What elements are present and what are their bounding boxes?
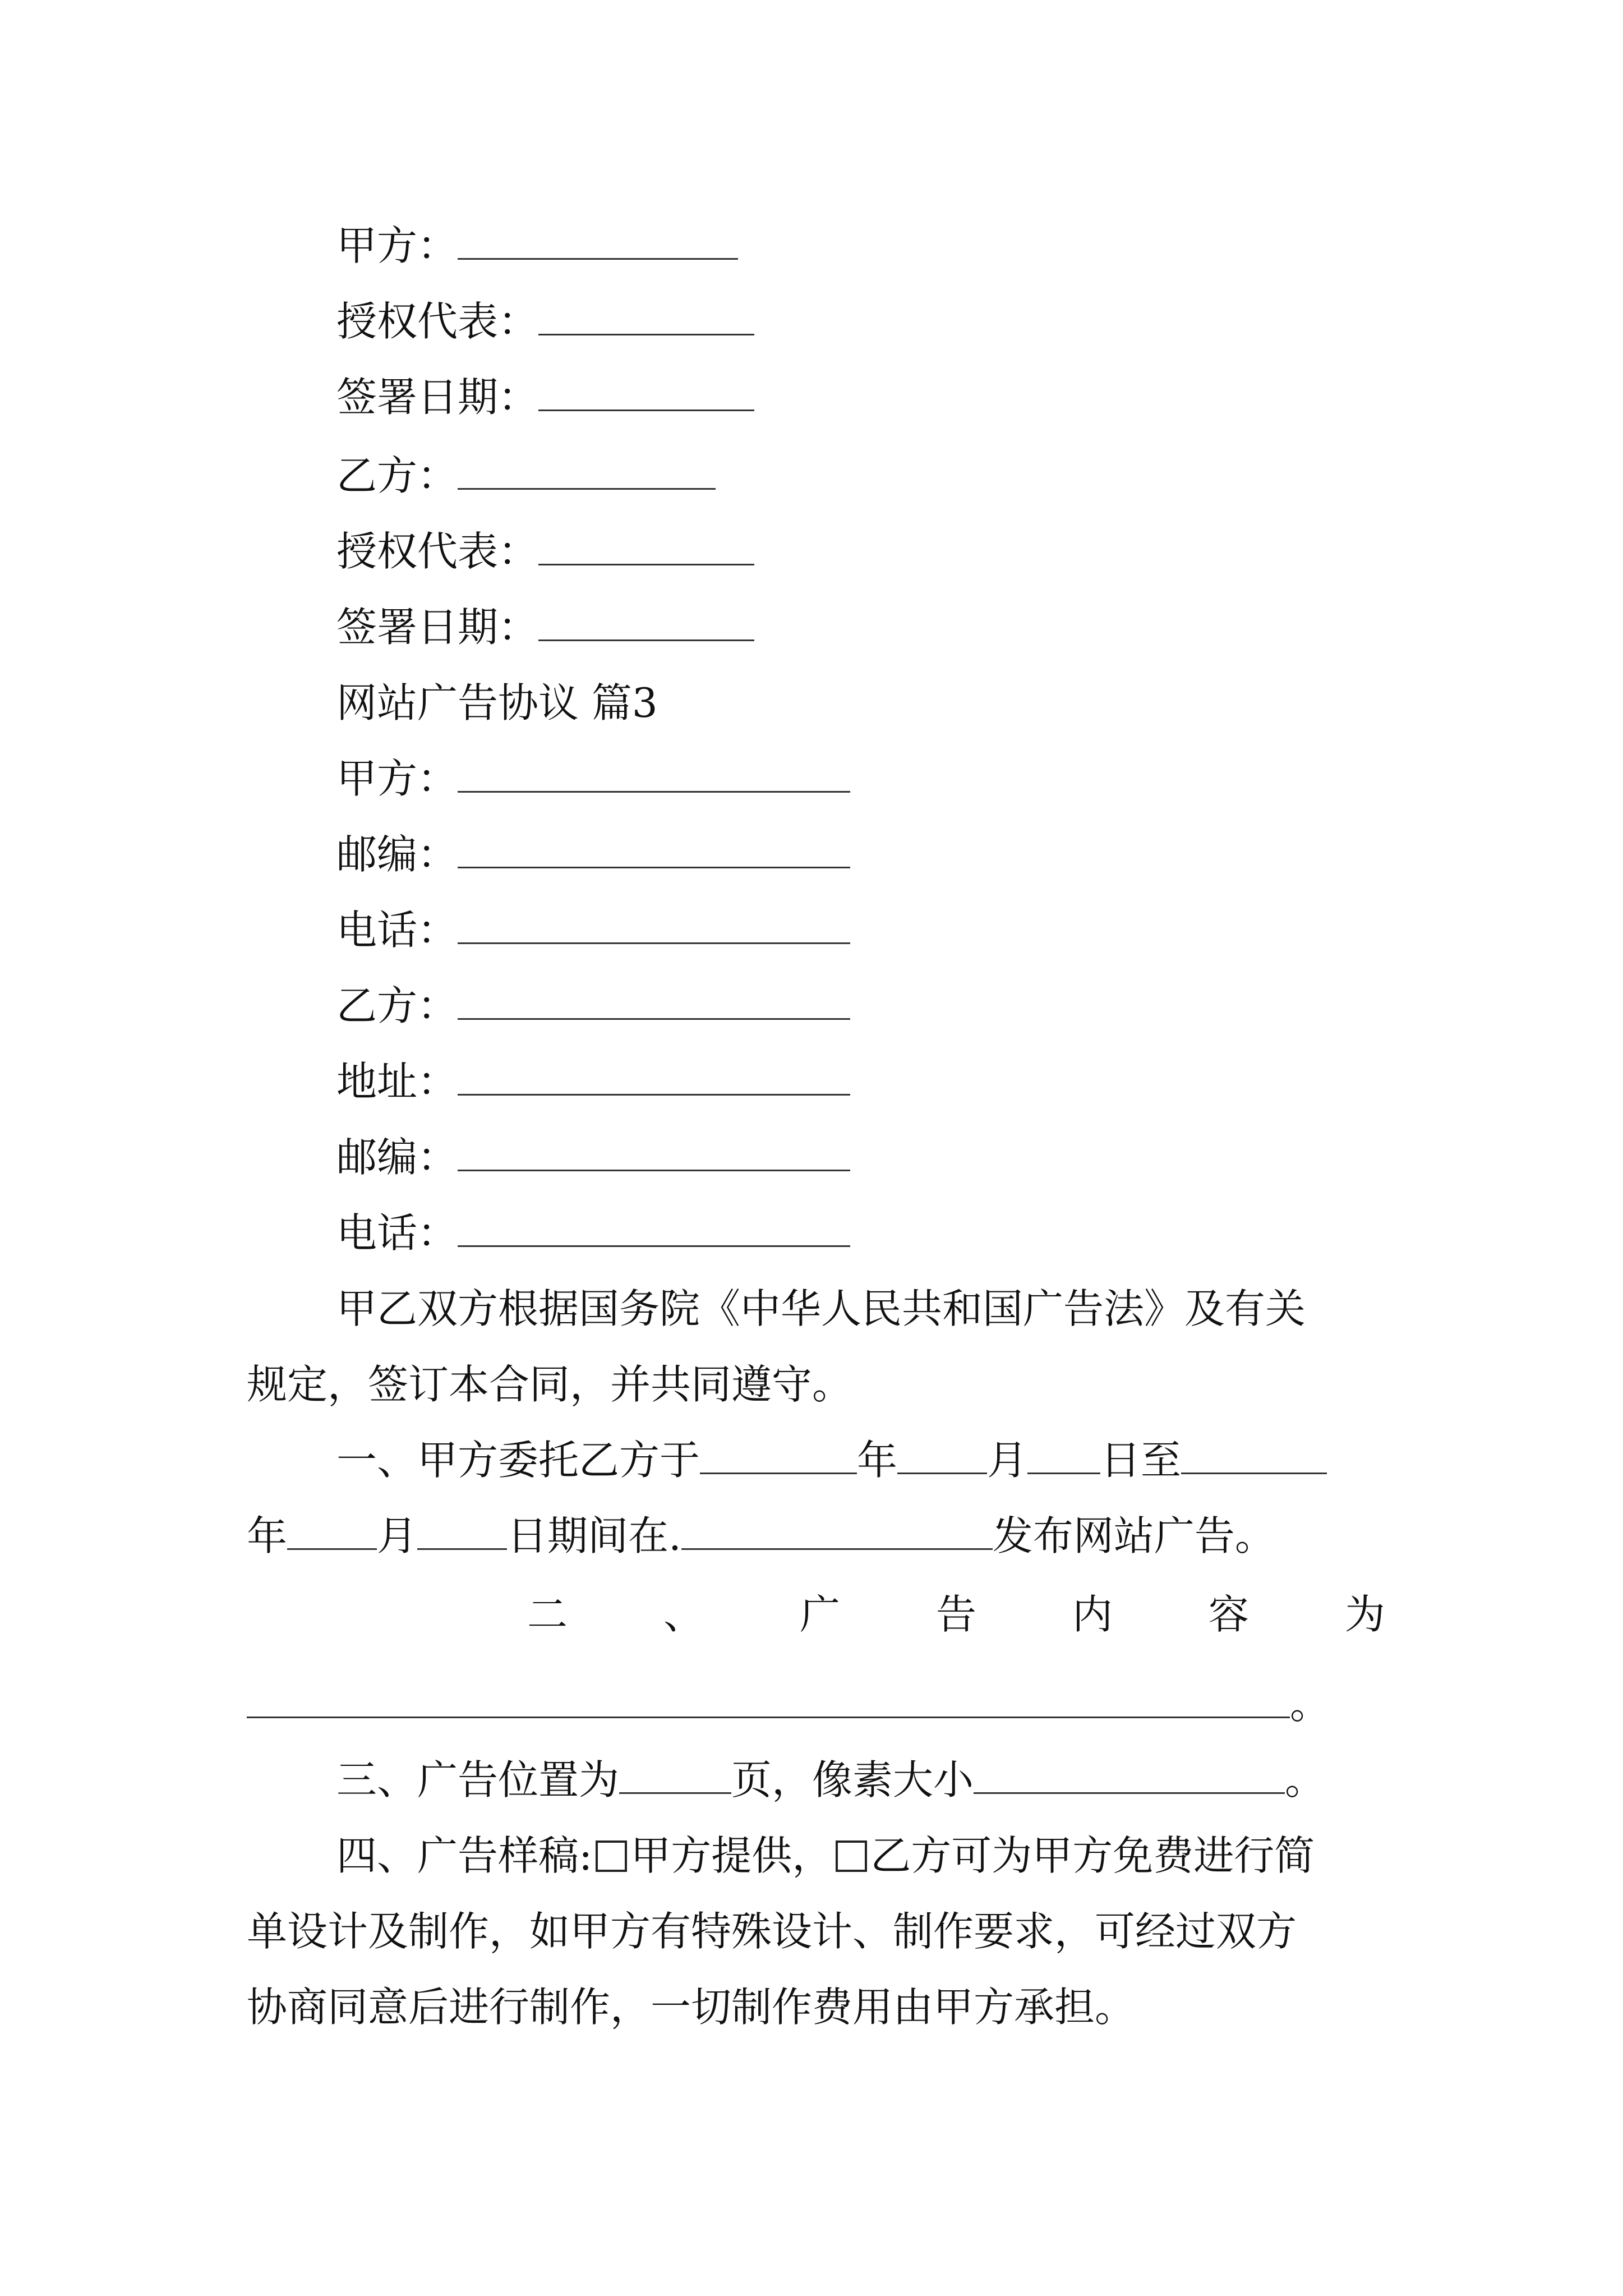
clause-1-text-2: 年 <box>857 1437 898 1484</box>
sign-date-b-blank <box>538 600 754 641</box>
party-a-postcode-label: 邮编： <box>336 831 458 878</box>
clause-1-text-4: 日至 <box>1100 1437 1182 1484</box>
clause-1-text-6: 月 <box>377 1512 418 1559</box>
clause-3-text-1: 三、广告位置为 <box>336 1756 620 1803</box>
clause-2-content-line <box>247 1677 1330 1731</box>
sign-date-b-line <box>336 600 754 654</box>
clause-3-text-3: 。 <box>1285 1756 1326 1803</box>
sign-date-b-label: 签署日期： <box>336 604 539 651</box>
clause-2-char: 广 <box>799 1591 840 1638</box>
clause-1-location-blank <box>681 1509 993 1550</box>
party-b-info-line <box>336 979 850 1033</box>
authorized-rep-a-blank <box>538 295 754 335</box>
party-b-label: 乙方： <box>336 452 458 499</box>
clause-2-char: 、 <box>663 1591 704 1638</box>
party-b-phone-line <box>336 1206 850 1260</box>
clause-4-text-1: 四、广告样稿: <box>336 1832 593 1879</box>
party-b-address-blank <box>458 1055 850 1096</box>
party-b-postcode-label: 邮编： <box>336 1134 458 1181</box>
party-a-postcode-blank <box>458 827 850 868</box>
clause-1-end-day-blank <box>417 1509 507 1550</box>
checkbox-party-b-designs[interactable] <box>836 1841 867 1872</box>
ad-content-blank <box>247 1677 1290 1718</box>
checkbox-party-a-provides[interactable] <box>596 1841 627 1872</box>
clause-1-text-8: 发布网站广告。 <box>992 1512 1275 1559</box>
clause-4-text-3: 乙方可为甲方免费进行简 <box>870 1832 1315 1879</box>
clause-3-line <box>336 1753 1325 1807</box>
party-a-label: 甲方： <box>336 222 458 269</box>
sign-date-a-label: 签署日期： <box>336 374 539 421</box>
authorized-rep-b-blank <box>538 524 754 565</box>
party-a-phone-label: 电话： <box>336 907 458 954</box>
party-b-phone-label: 电话： <box>336 1209 458 1257</box>
party-a-postcode-line <box>336 827 850 881</box>
party-a-info-line <box>336 752 850 806</box>
party-b-postcode-blank <box>458 1130 850 1171</box>
party-a-phone-blank <box>458 903 850 944</box>
clause-2-heading <box>527 1588 1385 1641</box>
clause-1-text-3: 月 <box>987 1437 1028 1484</box>
clause-1-text-7: 日期间在. <box>507 1512 681 1559</box>
clause-1-end-year-blank <box>1181 1433 1327 1474</box>
authorized-rep-b-line <box>336 524 754 578</box>
clause-4-text-2: 甲方提供， <box>630 1832 833 1879</box>
party-a-phone-line <box>336 903 850 957</box>
clause-4-line-2: 单设计及制作，如甲方有特殊设计、制作要求，可经过双方 <box>247 1908 1297 1955</box>
authorized-rep-a-label: 授权代表： <box>336 298 539 345</box>
authorized-rep-b-label: 授权代表： <box>336 528 539 575</box>
party-b-blank <box>458 449 716 490</box>
party-a-blank <box>458 219 738 260</box>
clause-2-char: 容 <box>1208 1591 1249 1638</box>
party-b-phone-blank <box>458 1206 850 1247</box>
clause-1-text-5: 年 <box>247 1512 288 1559</box>
clause-1-line-2 <box>247 1509 1275 1563</box>
clause-1-line-1 <box>336 1433 1327 1487</box>
clause-1-start-year-blank <box>700 1433 857 1474</box>
party-a-info-blank <box>458 752 850 793</box>
party-b-signature-line <box>336 449 716 503</box>
pixel-size-blank <box>974 1753 1285 1794</box>
party-b-info-blank <box>458 979 850 1020</box>
sign-date-a-blank <box>538 370 754 411</box>
clause-2-char: 二 <box>527 1591 568 1638</box>
clause-4-line-1 <box>336 1829 1315 1883</box>
clause-2-char: 内 <box>1072 1591 1113 1638</box>
sign-date-a-line <box>336 370 754 424</box>
section-title: 网站广告协议 篇3 <box>336 679 658 726</box>
clause-1-end-month-blank <box>287 1509 377 1550</box>
clause-3-text-2: 页，像素大小 <box>731 1756 974 1803</box>
clause-2-char: 告 <box>935 1591 976 1638</box>
clause-1-start-day-blank <box>1027 1433 1100 1474</box>
party-a-info-label: 甲方： <box>336 755 458 802</box>
clause-4-line-3: 协商同意后进行制作，一切制作费用由甲方承担。 <box>247 1984 1136 2031</box>
clause-2-char: 为 <box>1344 1591 1385 1638</box>
party-a-signature-line <box>336 219 738 273</box>
party-b-address-line <box>336 1055 850 1108</box>
clause-1-start-month-blank <box>897 1433 987 1474</box>
intro-line-1: 甲乙双方根据国务院《中华人民共和国广告法》及有关 <box>336 1285 1306 1332</box>
party-b-postcode-line <box>336 1130 850 1184</box>
party-b-info-label: 乙方： <box>336 982 458 1029</box>
intro-line-2: 规定，签订本合同，并共同遵守。 <box>247 1361 853 1408</box>
clause-2-end: 。 <box>1290 1681 1331 1728</box>
clause-1-text-1: 一、甲方委托乙方于 <box>336 1437 700 1484</box>
party-b-address-label: 地址： <box>336 1058 458 1105</box>
authorized-rep-a-line <box>336 295 754 348</box>
ad-page-blank <box>619 1753 731 1794</box>
